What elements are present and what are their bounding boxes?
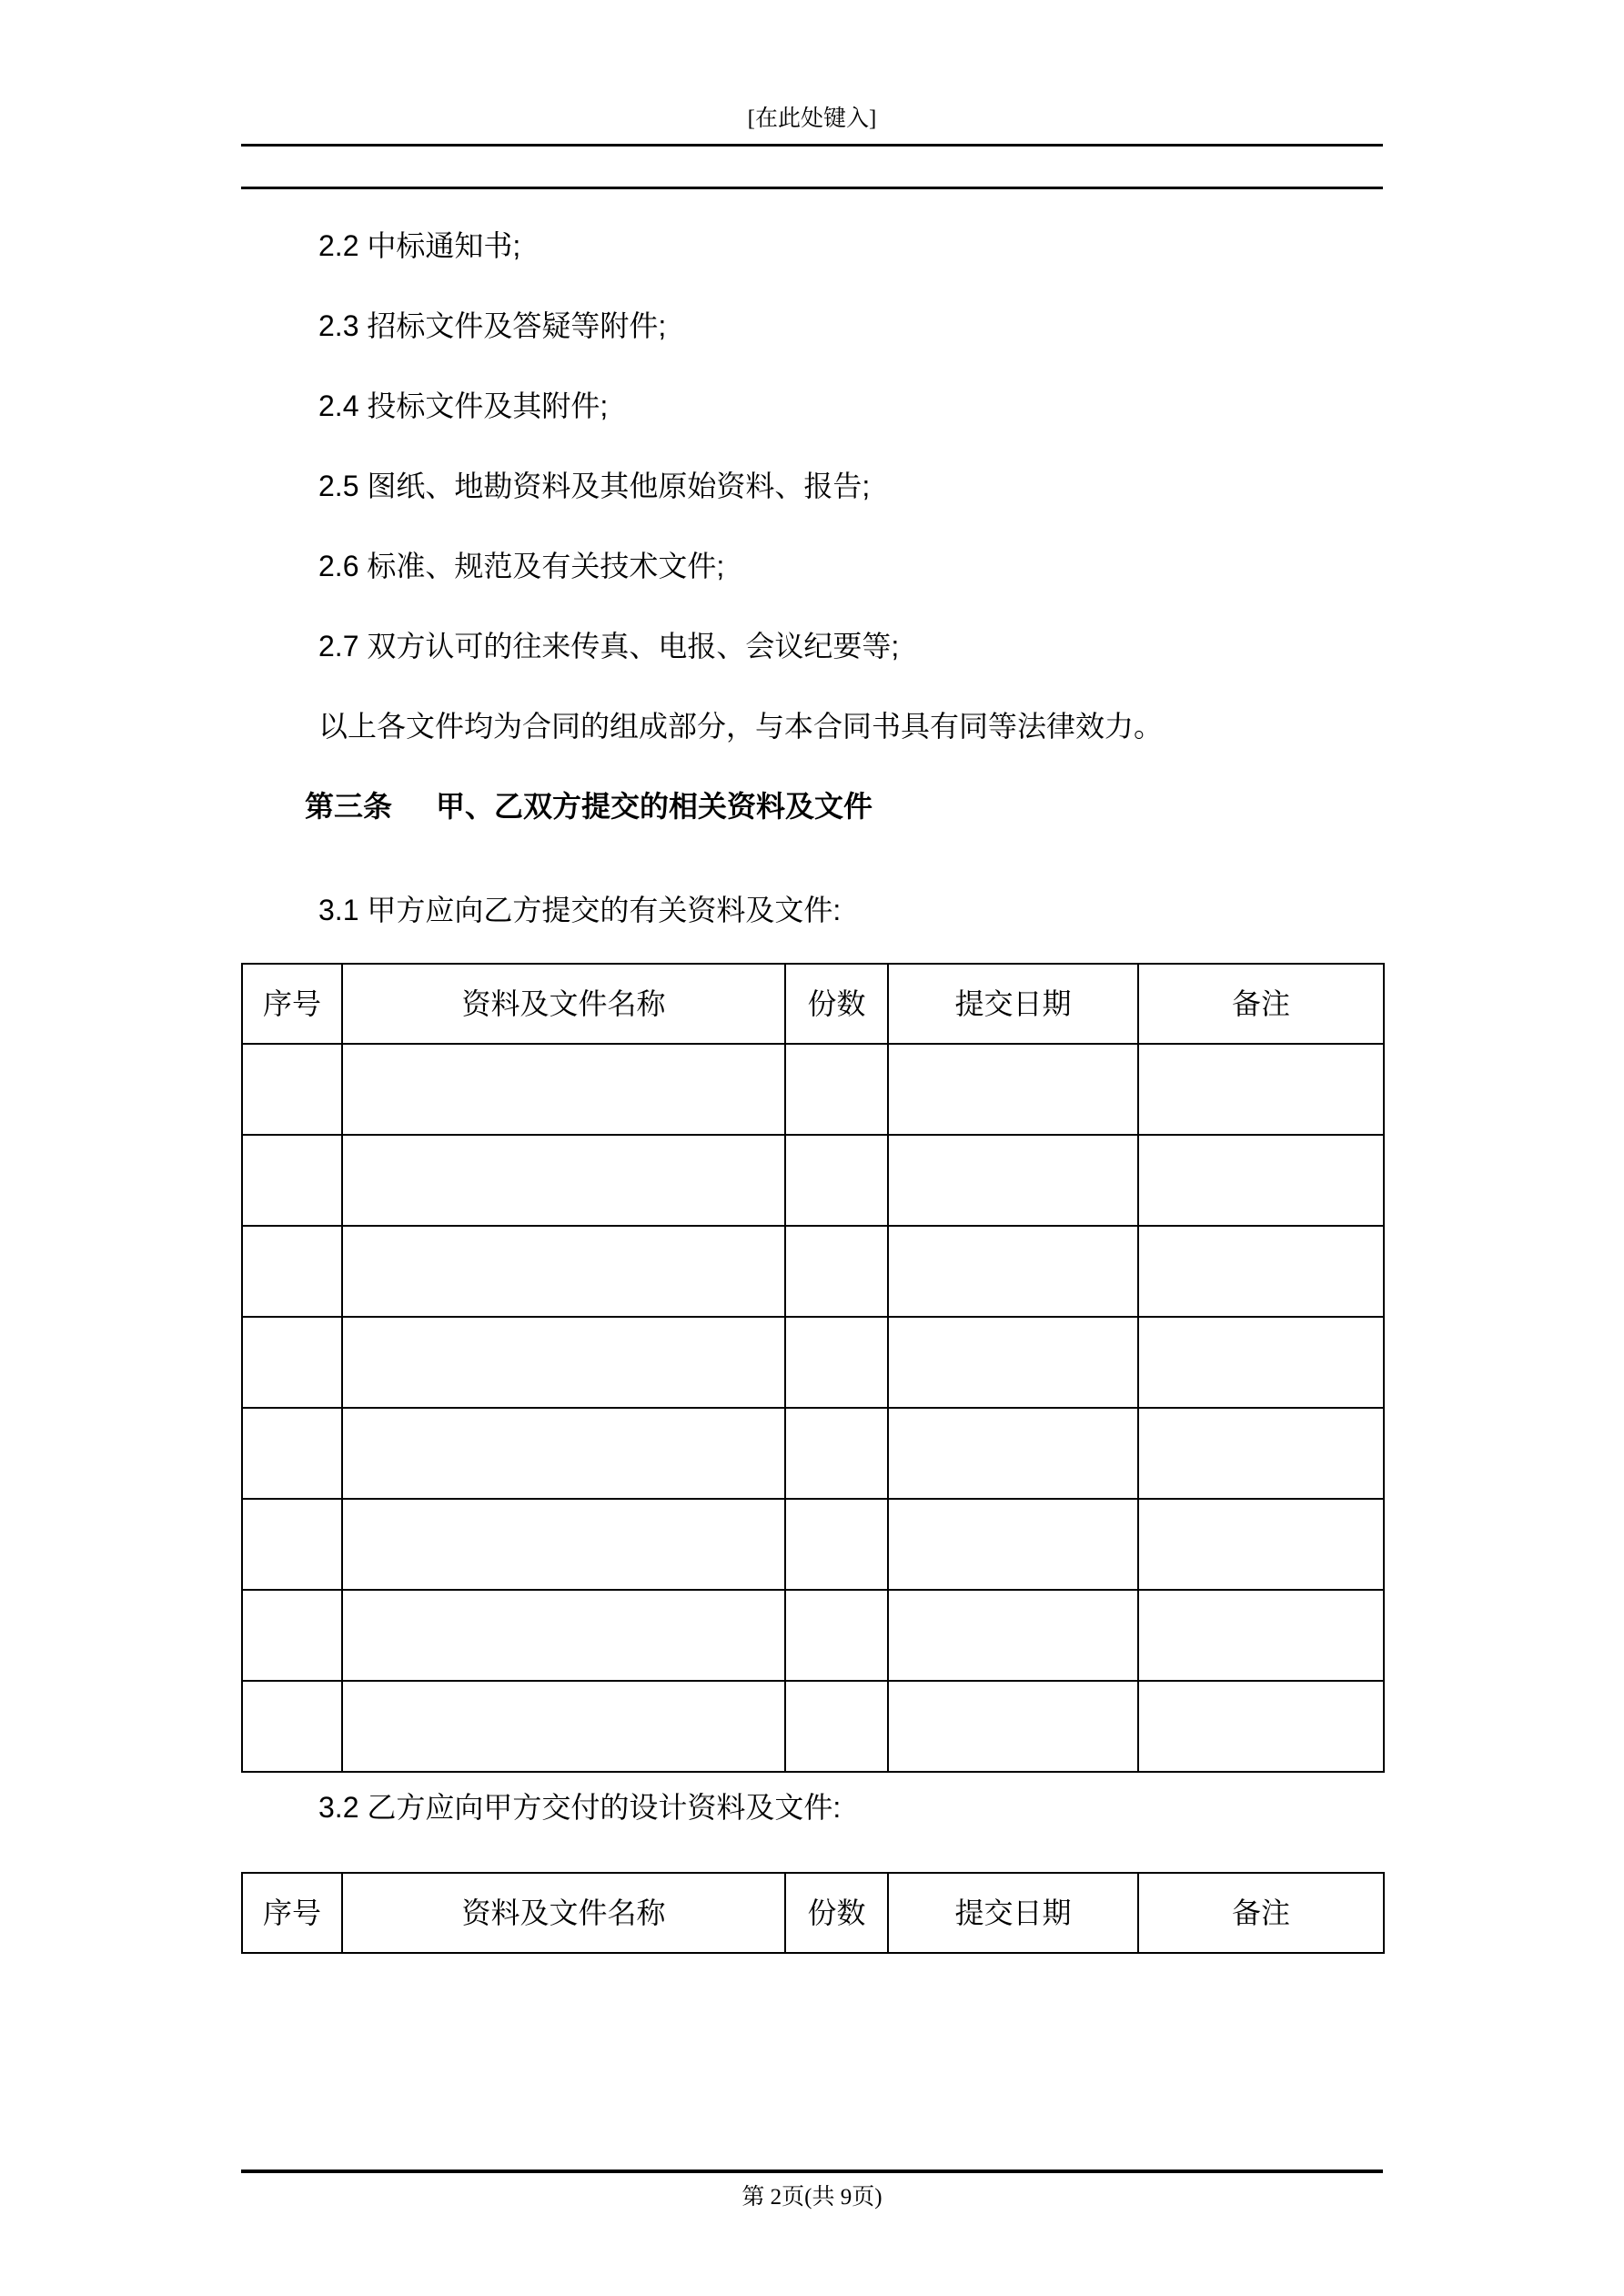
table-cell — [1138, 1408, 1384, 1499]
table-row — [242, 1135, 1384, 1226]
table-header-row — [242, 964, 1384, 1044]
table-row — [242, 1226, 1384, 1317]
table-cell — [242, 1681, 342, 1772]
table-cell — [785, 1135, 888, 1226]
section-3-number: 第三条 — [305, 790, 393, 823]
clause-2-6: 2.6 标准、规范及有关技术文件; — [318, 550, 725, 582]
table-header-row — [242, 1873, 1384, 1953]
table-row — [242, 1499, 1384, 1590]
table-cell — [1138, 1135, 1384, 1226]
clause-2-2: 2.2 中标通知书; — [318, 229, 521, 262]
table-cell — [888, 1317, 1138, 1408]
table-cell — [785, 1408, 888, 1499]
table-cell — [1138, 1681, 1384, 1772]
table-cell — [785, 1681, 888, 1772]
table-cell — [242, 1408, 342, 1499]
party-a-documents-table — [241, 963, 1385, 1773]
clause-2-4: 2.4 投标文件及其附件; — [318, 389, 609, 422]
table-cell — [888, 1135, 1138, 1226]
table-cell — [1138, 1044, 1384, 1135]
table-cell — [342, 1408, 785, 1499]
table-cell — [242, 1135, 342, 1226]
table-cell — [342, 1681, 785, 1772]
table-cell — [242, 1317, 342, 1408]
col-header-document-name: 资料及文件名称 — [342, 1873, 785, 1953]
table-cell — [1138, 1499, 1384, 1590]
col-header-serial-number: 序号 — [242, 1873, 342, 1953]
table-cell — [785, 1044, 888, 1135]
table-cell — [242, 1499, 342, 1590]
table-row — [242, 1590, 1384, 1681]
col-header-serial-number: 序号 — [242, 964, 342, 1044]
clause-3-2: 3.2 乙方应向甲方交付的设计资料及文件: — [318, 1791, 842, 1824]
table-cell — [1138, 1590, 1384, 1681]
header-rule-top — [241, 144, 1383, 147]
table-cell — [1138, 1226, 1384, 1317]
table-row — [242, 1408, 1384, 1499]
clause-2-3: 2.3 招标文件及答疑等附件; — [318, 309, 667, 342]
table-cell — [785, 1317, 888, 1408]
table-cell — [888, 1226, 1138, 1317]
col-header-document-name: 资料及文件名称 — [342, 964, 785, 1044]
table-cell — [888, 1408, 1138, 1499]
table-row — [242, 1317, 1384, 1408]
table-cell — [342, 1044, 785, 1135]
table-cell — [242, 1044, 342, 1135]
col-header-remarks: 备注 — [1138, 964, 1384, 1044]
col-header-copies: 份数 — [785, 1873, 888, 1953]
table-cell — [888, 1044, 1138, 1135]
table-cell — [888, 1681, 1138, 1772]
page-footer — [241, 2170, 1383, 2211]
header-placeholder: [在此处键入] — [747, 106, 877, 131]
table-cell — [888, 1499, 1138, 1590]
clause-2-5: 2.5 图纸、地勘资料及其他原始资料、报告; — [318, 470, 871, 502]
table-cell — [785, 1499, 888, 1590]
table-cell — [242, 1226, 342, 1317]
section-3-title: 甲、乙双方提交的相关资料及文件 — [436, 790, 873, 823]
table-cell — [342, 1135, 785, 1226]
table-cell — [342, 1499, 785, 1590]
table-cell — [242, 1590, 342, 1681]
party-b-documents-table — [241, 1872, 1385, 1954]
col-header-copies: 份数 — [785, 964, 888, 1044]
col-header-submission-date: 提交日期 — [888, 1873, 1138, 1953]
clause-2-7: 2.7 双方认可的往来传真、电报、会议纪要等; — [318, 630, 900, 663]
page-header — [241, 0, 1383, 189]
document-body — [241, 228, 1383, 1954]
header-rule-bottom — [241, 187, 1383, 189]
page-number: 第 2页(共 9页) — [741, 2185, 883, 2210]
table-cell — [342, 1590, 785, 1681]
table-cell — [785, 1590, 888, 1681]
section-3-heading — [241, 788, 1383, 824]
table-row — [242, 1681, 1384, 1772]
table-cell — [888, 1590, 1138, 1681]
col-header-remarks: 备注 — [1138, 1873, 1384, 1953]
table-cell — [1138, 1317, 1384, 1408]
col-header-submission-date: 提交日期 — [888, 964, 1138, 1044]
footer-rule — [241, 2170, 1383, 2173]
clause-3-1: 3.1 甲方应向乙方提交的有关资料及文件: — [318, 894, 842, 926]
table-cell — [785, 1226, 888, 1317]
table-cell — [342, 1226, 785, 1317]
table-cell — [342, 1317, 785, 1408]
table-row — [242, 1044, 1384, 1135]
clauses-closing-note: 以上各文件均为合同的组成部分，与本合同书具有同等法律效力。 — [318, 710, 1164, 743]
